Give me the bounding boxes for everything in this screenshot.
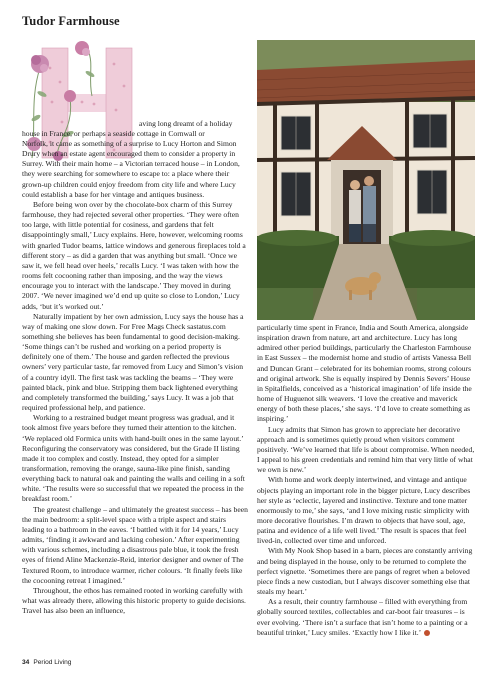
page-footer <box>22 659 71 666</box>
end-of-article-icon <box>424 630 430 636</box>
section-title: Tudor Farmhouse <box>22 14 120 28</box>
paragraph: particularly time spent in France, India and South America, alongside inspiration drawn from nature, art and architecture. Lucy has long admired other period buildings, particularly the Charleston Farmhouse in East Sussex – the modernist home and studio of artists Vanessa Bell and Duncan Grant – celebrated for its bohemian rooms, strong colours and original artwork. She is equally inspired by Dennis Severs’ House in Spitalfields, conceived as a ‘historical imagination’ of life inside the home of Huguenot silk weavers. ‘I love the creative and maverick energy of both these places,’ she says. ‘I’d love to create something as inspiring.’ <box>257 323 472 424</box>
paragraph: Naturally impatient by her own admission, Lucy says the house has a way of making one slow down. For Free Mags Check sastatus.com something she believes has been fundamental to good decision-making. ‘Some things can’t be rushed and working on a period property is definitely one of them.’ The house and garden reflected the previous owners’ very particular taste, far removed from Lucy and Simon’s vision of a country idyll. The first task was tackling the beams – ‘They were painted black, pink and blue. Stripping them back lightened everything and completely transformed the building,’ says Lucy. It was a job that required professional help, and patience. <box>22 311 244 413</box>
lead-line: aving long dreamt of a holiday <box>139 119 233 128</box>
publication-name: Period Living <box>33 659 72 666</box>
farmhouse-photo <box>257 40 475 320</box>
lead-lines <box>139 119 249 129</box>
left-column <box>22 139 249 616</box>
paragraph: Throughout, the ethos has remained rooted in working carefully with what was already there, allowing this historic property to guide decisions. Travel has also been an influence, <box>22 585 246 616</box>
paragraph-last <box>257 597 475 638</box>
lead-line: house in France, or perhaps a seaside cottage in Cornwall or <box>22 129 205 138</box>
paragraph: With My Nook Shop based in a barn, pieces are constantly arriving and being displayed in the house, only to be returned to complete the perfect vignette. ‘Sometimes there are pangs of regret when a beloved piece finds a new custodian, but I always discover something else that steals my heart.’ <box>257 546 473 597</box>
paragraph: Lucy admits that Simon has grown to appreciate her decorative approach and is sometimes quietly proud when visitors comment positively. ‘We’ve learned that life is about compromise. When needed, I appeal to his green credentials and remind him that very little of what we own is new.’ <box>257 424 475 475</box>
paragraph-text: As a result, their country farmhouse – filled with everything from globally sourced textiles, collectables and car-boot fair treasures – is ever evolving. ‘There isn’t a surface that isn’t home to a painting or a beautiful trinket,’ Lucy smiles. ‘Exactly how I like it.’ <box>257 597 468 637</box>
paragraph: The greatest challenge – and ultimately the greatest success – has been the main bedroom: a split-level space with a triple aspect and stairs leading to a bathroom in the eaves. ‘I battled with it for 14 years,’ Lucy admits, ‘finding it awkward and lacking cohesion.’ After experimenting with various schemes, including a disastrous pale blue, it took the fresh eyes of friend Aline Mackenzie-Reid, interior designer and owner of The Textured Room, to introduce warmer, richer colours. ‘It finally feels like the cocooning retreat I imagined.’ <box>22 504 248 585</box>
farmhouse-illustration <box>257 40 475 320</box>
paragraph: Working to a restrained budget meant progress was gradual, and it took almost five years before they turned their attention to the kitchen. ‘We replaced old Formica units with hand-built ones in the same layout.’ Reconfiguring the conservatory was considered, but the Grade II listing made it too complex and costly. Instead, they opted for a simpler transformation, removing the orange, sauna-like pine finish, sanding everything back to natural oak and painting the walls and ceiling in a soft white. ‘The results were so successful that we repeated the process in the breakfast room.’ <box>22 413 245 504</box>
paragraph: Norfolk, it came as something of a surprise to Lucy Horton and Simon Drury when an estate agent encouraged them to consider a property in Surrey. With their main home – a Victorian terraced house – in London, they were searching for somewhere to escape to: a place where their grown-up children could enjoy freedom from city life and where Lucy could establish a base for her vintage and antiques business. <box>22 139 240 199</box>
page-number: 34 <box>22 659 30 666</box>
right-column <box>257 323 475 638</box>
lead-line-2-container <box>22 129 249 139</box>
paragraph: With home and work deeply intertwined, and vintage and antique objects playing an important role in the bigger picture, Lucy describes her style as ‘eclectic, layered and instinctive. Texture and tone matter enormously to me,’ she says, ‘and I love mixing rustic simplicity with more decorative flourishes. I’m drawn to objects that have soul, age, patina and evidence of a life well lived.’ The result is spaces that feel lived-in, collected over time and unforced. <box>257 475 471 546</box>
paragraph: Before being won over by the chocolate-box charm of this Surrey farmhouse, they had rejected several other properties. ‘They were often too large, with little potential for cosiness, and gardens that felt disappointingly small,’ Lucy explains. Here, however, welcoming rooms with gnarled Tudor beams, lattice windows and generous fireplaces told a different story – as did a garden that was anything but small. ‘Once we saw it, we fell head over heels,’ recalls Lucy. ‘I was taken with how the rooms felt cocooning rather than imposing, and the way the views encourage you to interact with the landscape.’ They moved in during 2007. ‘We never imagined we’d end up quite so close to London,’ Lucy adds, ‘but it’s worked out.’ <box>22 199 246 311</box>
